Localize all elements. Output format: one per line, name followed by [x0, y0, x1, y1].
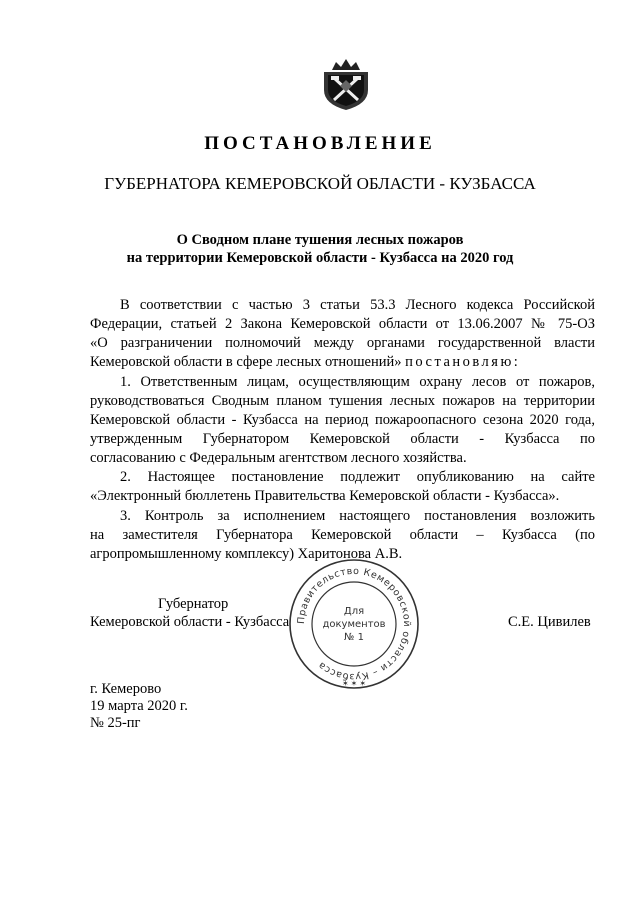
- footer-number: № 25-пг: [90, 715, 141, 731]
- document-heading-line1: О Сводном плане тушения лесных пожаров: [176, 232, 464, 248]
- paragraph-3-line-2: «Электронный бюллетень Правительства Кемеровской области - Кузбасса».: [90, 488, 560, 504]
- document-title: ПОСТАНОВЛЕНИЕ: [204, 133, 436, 154]
- seal-center-line1: Для: [343, 606, 365, 617]
- coat-of-arms-emblem: [318, 56, 374, 112]
- document-heading-line2: на территории Кемеровской области - Кузбасса на 2020 год: [126, 250, 514, 266]
- document-subtitle: ГУБЕРНАТОРА КЕМЕРОВСКОЙ ОБЛАСТИ - КУЗБАССА: [104, 174, 536, 193]
- paragraph-1-line-1: В соответствии с частью 3 статьи 53.3 Лесного кодекса Российской: [120, 297, 595, 313]
- signatory-position-line2: Кемеровской области - Кузбасса: [90, 614, 290, 630]
- paragraph-3-line-1: 2. Настоящее постановление подлежит опубликованию на сайте: [120, 469, 595, 485]
- paragraph-2-line-2: руководствоваться Сводным планом тушения лесных пожаров на территории: [90, 393, 595, 409]
- seal-center-line2: документов: [322, 619, 386, 630]
- resolve-keyword: постановляю:: [405, 354, 521, 370]
- official-seal: [286, 556, 422, 692]
- paragraph-1-line-3: «О разграничении полномочий между органами государственной власти: [90, 335, 595, 351]
- paragraph-1-line-4: [90, 353, 595, 372]
- paragraph-2-line-1: 1. Ответственным лицам, осуществляющим охрану лесов от пожаров,: [120, 374, 595, 390]
- seal-center-line3: № 1: [344, 632, 364, 643]
- signatory-name: С.Е. Цивилев: [508, 614, 591, 630]
- paragraph-1-line-4-text: Кемеровской области в сфере лесных отношений»: [90, 354, 402, 370]
- paragraph-4-line-3: агропромышленному комплексу) Харитонова А.В.: [90, 546, 403, 562]
- paragraph-2-line-4: утвержденным Губернатором Кемеровской области - Кузбасса по: [90, 431, 595, 447]
- footer-date: 19 марта 2020 г.: [90, 698, 188, 714]
- svg-text:✶ ✶ ✶: ✶ ✶ ✶: [341, 679, 367, 688]
- paragraph-2-line-3: Кемеровской области - Кузбасса на период пожароопасного сезона 2020 года,: [90, 412, 595, 428]
- paragraph-1-line-2: Федерации, статьей 2 Закона Кемеровской области от 13.06.2007 № 75-ОЗ: [90, 316, 595, 332]
- footer-city: г. Кемерово: [90, 681, 162, 697]
- signatory-position-line1: Губернатор: [158, 596, 229, 612]
- paragraph-4-line-1: 3. Контроль за исполнением настоящего постановления возложить: [120, 508, 595, 524]
- paragraph-2-line-5: согласованию с Федеральным агентством лесного хозяйства.: [90, 450, 467, 466]
- seal-ring-text: Правительство Кемеровской области – Кузбасса: [295, 565, 413, 683]
- paragraph-4-line-2: на заместителя Губернатора Кемеровской области – Кузбасса (по: [90, 527, 595, 543]
